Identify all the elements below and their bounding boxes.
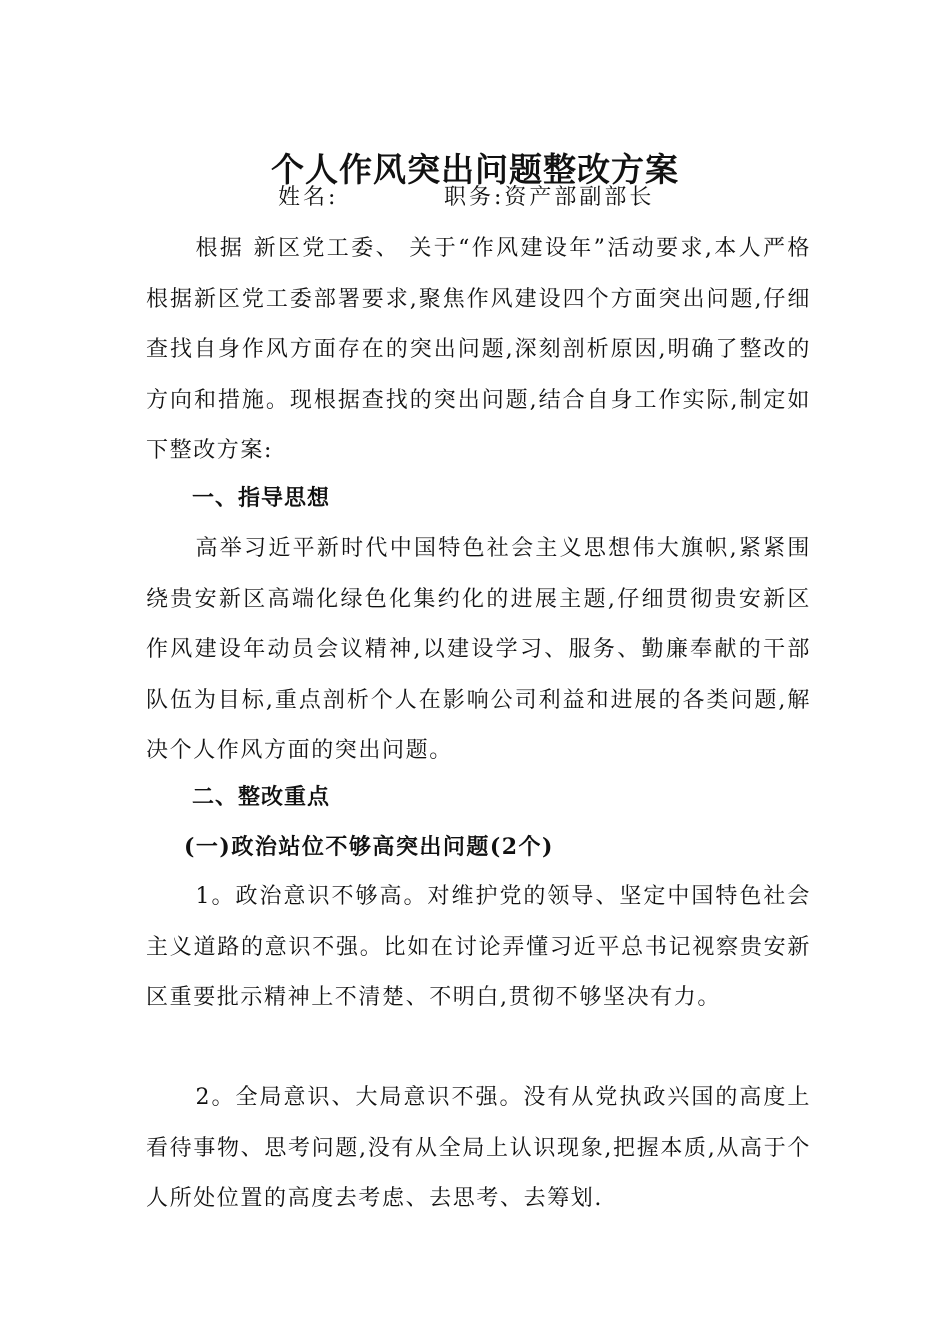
document-title: 个人作风突出问题整改方案: [271, 150, 679, 190]
name-label: 姓名:: [278, 185, 339, 210]
section-heading-rectification-focus: 二、整改重点: [192, 785, 331, 810]
section-heading-guiding-thought: 一、指导思想: [192, 486, 331, 511]
position-label: 职务:资产部副部长: [444, 185, 655, 210]
guiding-thought-paragraph: 高举习近平新时代中国特色社会主义思想伟大旗帜,紧紧围绕贵安新区高端化绿色化集约化的进展主题,仔细贯彻贵安新区作风建设年动员会议精神,以建设学习、服务、勤廉奉献的干部队伍为目标,重点剖析个人在影响公司利益和进展的各类问题,解决个人作风方面的突出问题。: [146, 536, 811, 763]
subsection-heading-political-stance: (一)政治站位不够高突出问题(2个): [184, 834, 554, 860]
intro-paragraph: 根据 新区党工委、 关于“作风建设年”活动要求,本人严格根据新区党工委部署要求,聚焦作风建设四个方面突出问题,仔细查找自身作风方面存在的突出问题,深刻剖析原因,明确了整改的方向和措施。现根据查找的突出问题,结合自身工作实际,制定如下整改方案:: [146, 236, 811, 463]
item-paragraph-1: 1。政治意识不够高。对维护党的领导、坚定中国特色社会主义道路的意识不强。比如在讨论弄懂习近平总书记视察贵安新区重要批示精神上不清楚、不明白,贯彻不够坚决有力。: [146, 884, 811, 1010]
item-paragraph-2: 2。全局意识、大局意识不强。没有从党执政兴国的高度上看待事物、思考问题,没有从全局上认识现象,把握本质,从高于个人所处位置的高度去考虑、去思考、去筹划.: [146, 1085, 811, 1211]
